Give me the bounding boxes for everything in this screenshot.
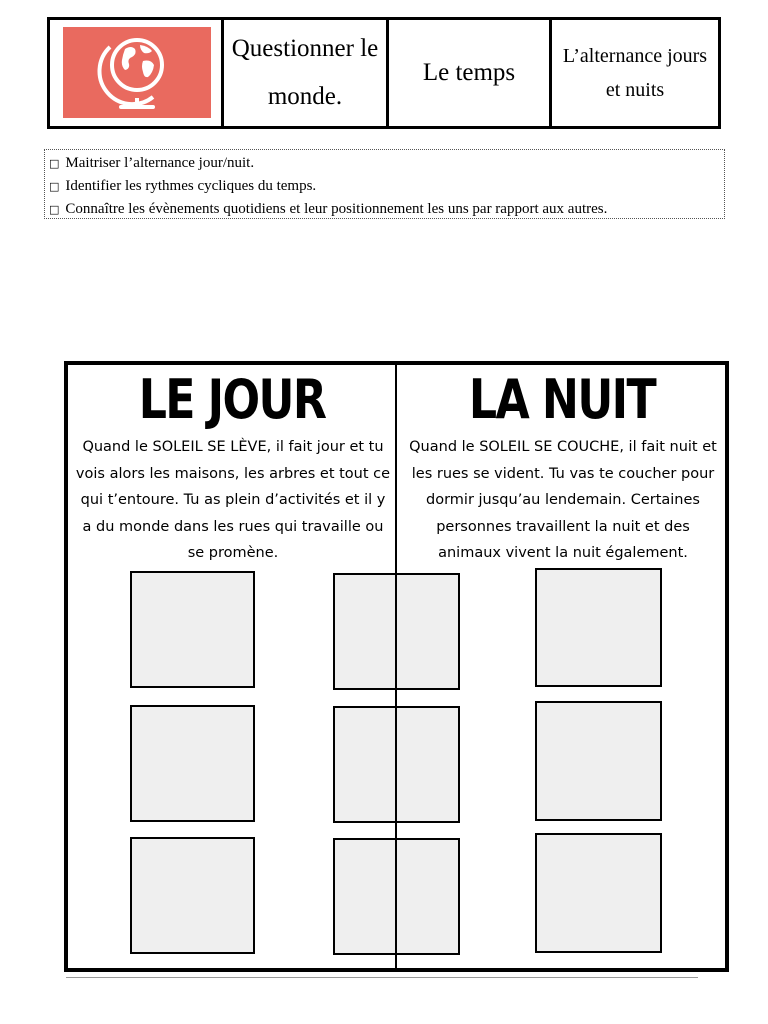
night-image-box[interactable] (535, 701, 662, 821)
day-title: LE JOUR (138, 368, 326, 431)
logo-cell (50, 20, 221, 126)
theme-cell (389, 20, 549, 126)
day-text: Quand le SOLEIL SE LÈVE, il fait jour et tu vois alors les maisons, les arbres et tout ce qui t’entoure. Tu as plein d’activités et il y a du monde dans les rues qui travaille ou se promène. (75, 439, 391, 561)
header-table (47, 17, 721, 129)
night-title: LA NUIT (468, 368, 656, 431)
center-divider-overlay (395, 573, 397, 958)
day-image-box[interactable] (130, 571, 255, 688)
checkbox-icon: □ (49, 157, 60, 170)
checkbox-icon: □ (49, 203, 60, 216)
day-image-box[interactable] (130, 705, 255, 822)
topic-label: L’alternance jours et nuits (562, 45, 708, 101)
night-text: Quand le SOLEIL SE COUCHE, il fait nuit et les rues se vident. Tu vas te coucher pour dormir jusqu’au lendemain. Certaines personnes travaillent la nuit et des animaux vivent la nuit également. (409, 439, 717, 561)
theme-label: Le temps (422, 59, 516, 86)
globe-icon (63, 27, 211, 118)
objective-item: □ Maitriser l’alternance jour/nuit. (49, 155, 255, 171)
night-image-box[interactable] (535, 568, 662, 687)
subject-label: Questionner le monde. (231, 35, 379, 110)
checkbox-icon: □ (49, 180, 60, 193)
night-image-box[interactable] (535, 833, 662, 953)
objectives-box (44, 149, 725, 219)
objective-item: □ Identifier les rythmes cycliques du temps. (49, 178, 317, 194)
topic-cell (552, 20, 718, 126)
bottom-rule (66, 977, 698, 978)
logo-box (63, 27, 211, 118)
subject-cell (224, 20, 386, 126)
objective-item: □ Connaître les évènements quotidiens et leur positionnement les uns par rapport aux autres. (49, 201, 608, 217)
day-image-box[interactable] (130, 837, 255, 954)
